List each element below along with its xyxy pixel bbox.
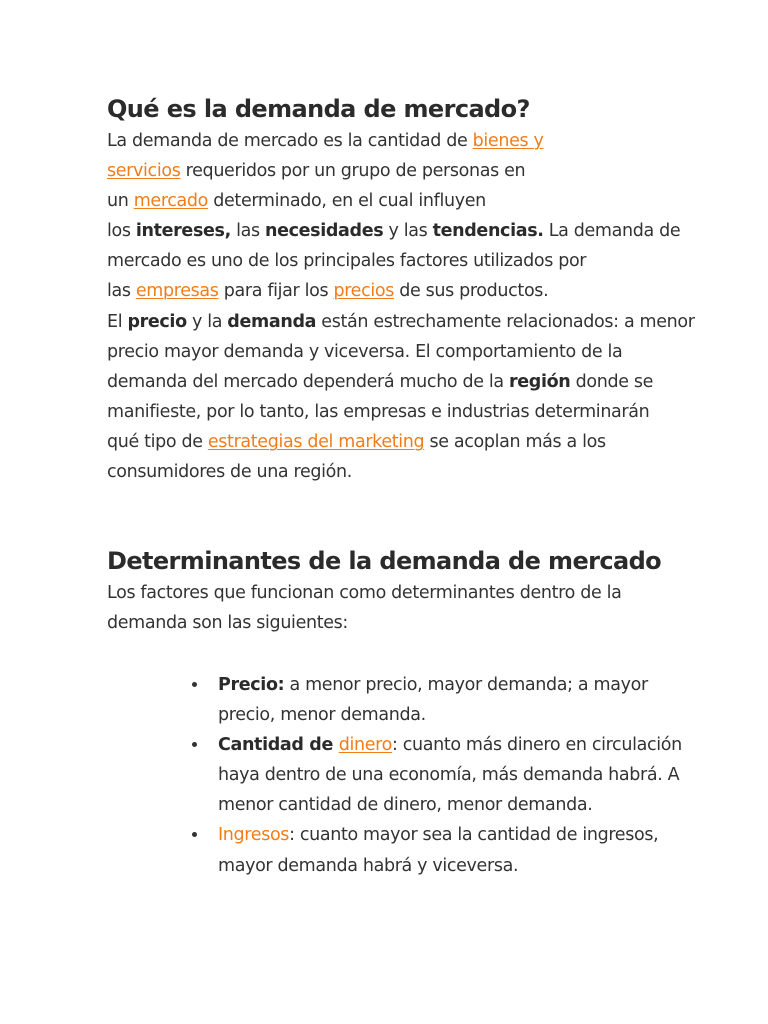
text-line: las empresas para fijar los precios de sus productos. [107,281,549,302]
text-line: Los factores que funcionan como determinantes dentro de la [107,583,622,603]
determinants-list [218,670,688,881]
text-line: menor cantidad de dinero, menor demanda. [218,795,593,816]
section-title: Qué es la demanda de mercado? [107,95,530,123]
section-determinantes [107,544,707,638]
bold-precio: precio [127,311,187,332]
text-line: demanda son las siguientes: [107,613,348,634]
bullet-icon [192,682,197,687]
bold-cantidad-label: Cantidad de [218,735,339,756]
text-line: qué tipo de estrategias del marketing se acoplan más a los [107,431,606,452]
text-line: un mercado determinado, en el cual influyen [107,191,486,212]
text-line: haya dentro de una economía, más demanda habrá. A [218,765,680,786]
text-line: manifieste, por lo tanto, las empresas e industrias determinarán [107,401,650,422]
bold-necesidades: necesidades [265,221,384,242]
bullet-icon [192,742,197,747]
link-dinero[interactable]: dinero [338,735,392,756]
link-mercado[interactable]: mercado [133,191,209,212]
bold-intereses: intereses, [135,221,231,242]
section-title: Determinantes de la demanda de mercado [107,547,662,575]
list-item-precio [218,670,688,730]
link-ingresos[interactable]: Ingresos [218,825,290,846]
text-line: La demanda de mercado es la cantidad de bienes y [107,131,544,151]
link-estrategias-del-marketing[interactable]: estrategias del marketing [207,431,425,452]
text-line: Ingresos: cuanto mayor sea la cantidad de ingresos, [218,825,659,846]
text-line: mercado es uno de los principales factores utilizados por [107,251,587,272]
section-que-es-demanda [107,92,695,487]
text-line: consumidores de una región. [107,462,352,483]
text-line: precio mayor demanda y viceversa. El comportamiento de la [107,341,623,362]
link-empresas[interactable]: empresas [135,281,219,302]
link-bienes-y-servicios[interactable]: bienes y [472,131,544,151]
link-servicios[interactable]: servicios [107,161,181,182]
bullet-icon [192,832,197,837]
bold-precio-label: Precio: [218,675,285,695]
text-line: mayor demanda habrá y viceversa. [218,855,519,876]
list-item-ingresos [218,820,688,880]
text-line: Cantidad de dinero: cuanto más dinero en circulación [218,735,682,756]
text-line: servicios requeridos por un grupo de personas en [107,161,526,182]
bold-region: región [509,371,571,392]
text-line: los intereses, las necesidades y las tendencias. La demanda de [107,221,681,242]
link-precios[interactable]: precios [333,281,394,302]
bold-demanda: demanda [227,311,317,332]
text-line: demanda del mercado dependerá mucho de la región donde se [107,371,654,392]
text-line: precio, menor demanda. [218,705,426,726]
paragraph-definition [107,126,695,487]
document-page [107,92,695,876]
text-line: El precio y la demanda están estrechamente relacionados: a menor [107,311,695,332]
text-line: Precio: a menor precio, mayor demanda; a mayor [218,675,648,695]
list-item-cantidad-de-dinero [218,730,688,820]
bold-tendencias: tendencias. [432,221,544,242]
